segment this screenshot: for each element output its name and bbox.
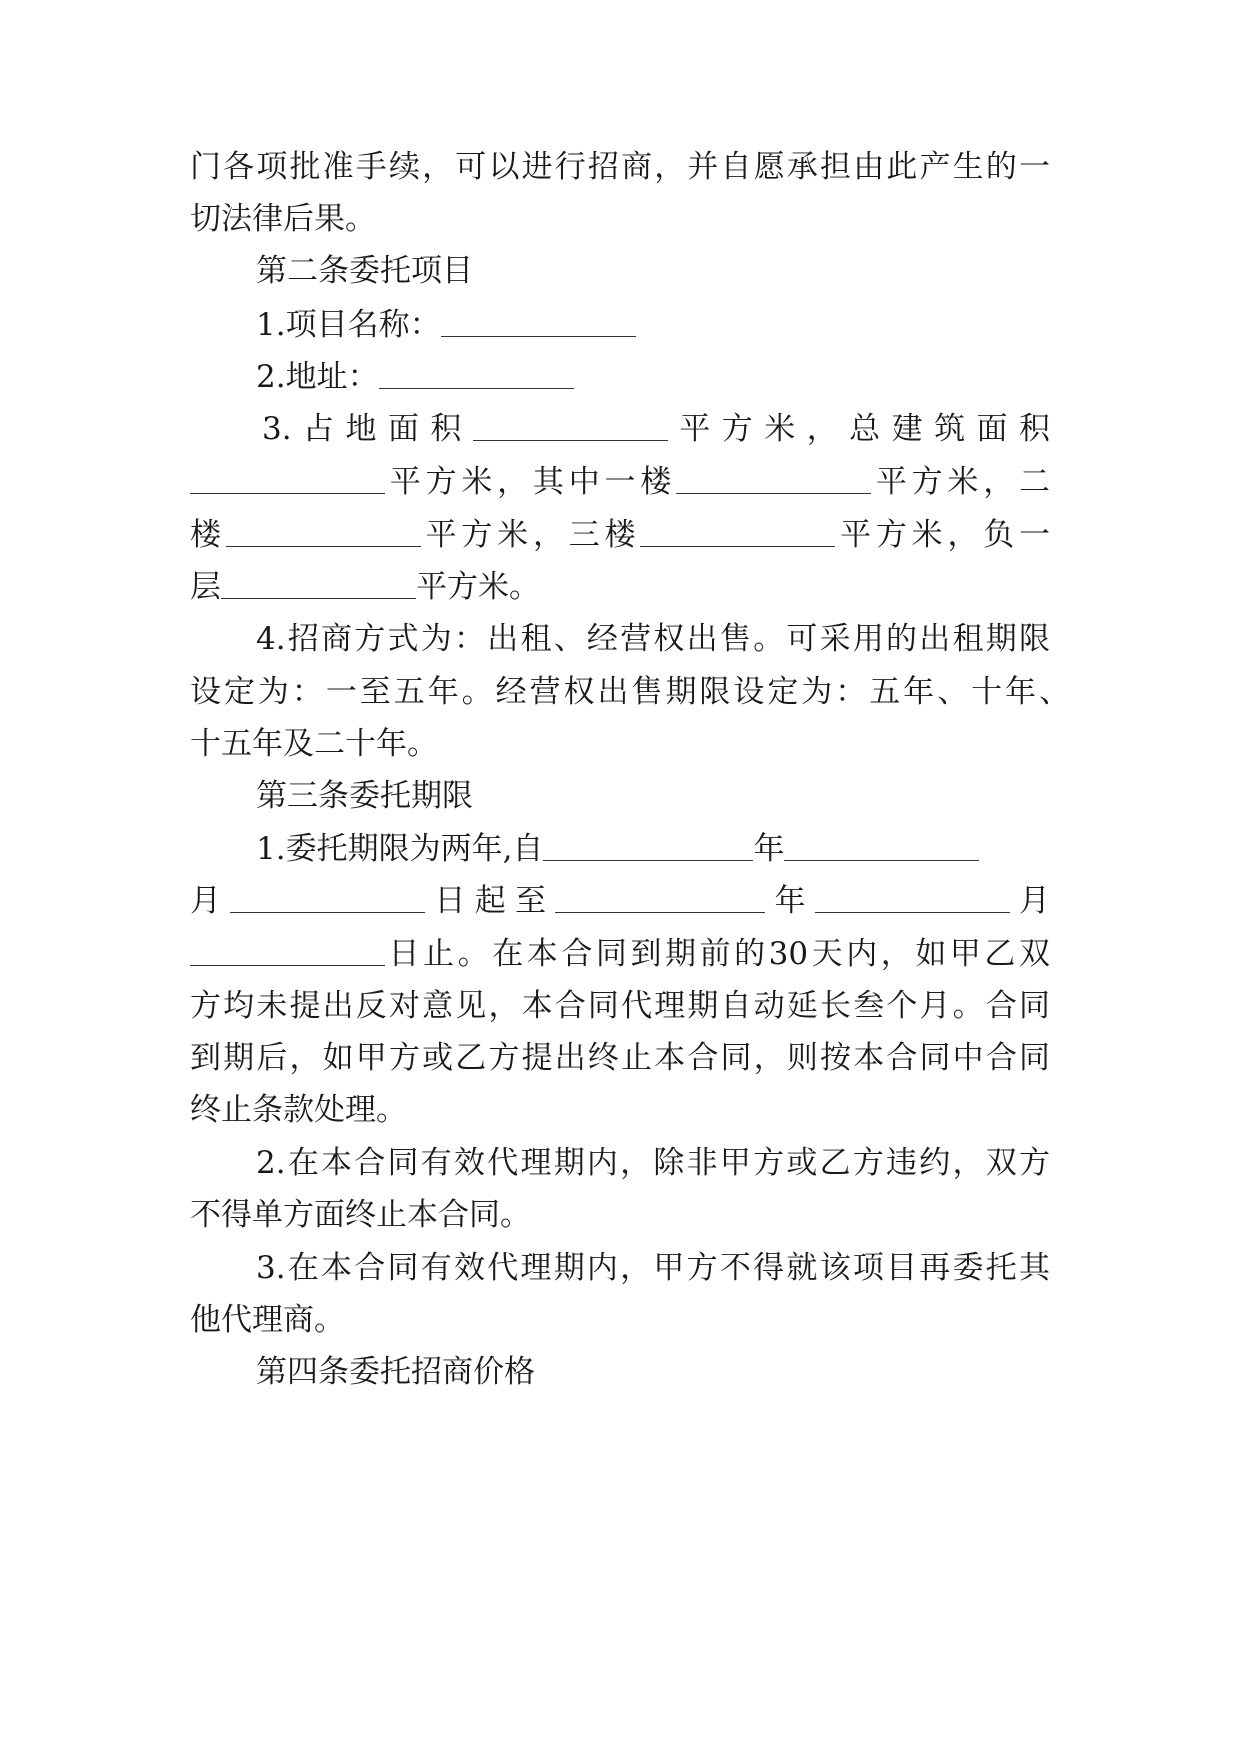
section-heading: 第三条委托期限 <box>256 778 473 814</box>
paragraph-line: 2.地址： <box>256 348 1050 406</box>
paragraph-line: 1.项目名称： <box>256 296 1050 354</box>
fill-blank <box>676 464 871 494</box>
paragraph-line: 4.招商方式为：出租、经营权出售。可采用的出租期限 <box>256 621 1050 657</box>
paragraph-line: 楼 平方米，三楼 平方米，负一 <box>190 517 1051 553</box>
paragraph-line: 方均未提出反对意见，本合同代理期自动延长叁个月。合同 <box>190 988 1050 1024</box>
paragraph-line: 月 日起至 年 月 <box>190 883 1050 919</box>
paragraph-line: 3.占地面积 平方米，总建筑面积 <box>262 411 1051 447</box>
fill-blank <box>190 464 385 494</box>
fill-blank <box>784 831 979 861</box>
fill-blank <box>221 569 416 599</box>
section-heading: 第四条委托招商价格 <box>256 1354 535 1390</box>
paragraph-line: 终止条款处理。 <box>190 1092 407 1128</box>
paragraph-line: 他代理商。 <box>190 1302 345 1338</box>
fill-blank <box>226 517 421 547</box>
fill-blank <box>473 411 668 441</box>
paragraph-line: 门各项批准手续，可以进行招商，并自愿承担由此产生的一 <box>190 149 1050 185</box>
fill-blank <box>441 307 636 337</box>
paragraph-line: 十五年及二十年。 <box>190 726 438 762</box>
paragraph-line: 日止。在本合同到期前的30天内，如甲乙双 <box>190 925 1050 983</box>
fill-blank <box>379 359 574 389</box>
paragraph-line: 1.委托期限为两年,自 年 <box>256 820 1050 878</box>
fill-blank <box>815 883 1010 913</box>
paragraph-line: 到期后，如甲方或乙方提出终止本合同，则按本合同中合同 <box>190 1040 1050 1076</box>
paragraph-line: 切法律后果。 <box>190 201 376 237</box>
section-heading: 第二条委托项目 <box>256 253 473 289</box>
paragraph-line: 平方米，其中一楼 平方米，二 <box>190 453 1050 511</box>
fill-blank <box>640 517 835 547</box>
paragraph-line: 3.在本合同有效代理期内，甲方不得就该项目再委托其 <box>256 1250 1050 1286</box>
paragraph-line: 2.在本合同有效代理期内，除非甲方或乙方违约，双方 <box>256 1145 1050 1181</box>
fill-blank <box>543 831 753 861</box>
fill-blank <box>190 936 385 966</box>
fill-blank <box>555 883 765 913</box>
paragraph-line: 层 平方米。 <box>190 569 540 605</box>
fill-blank <box>230 883 425 913</box>
paragraph-line: 设定为：一至五年。经营权出售期限设定为：五年、十年、 <box>190 674 1070 710</box>
paragraph-line: 不得单方面终止本合同。 <box>190 1197 531 1233</box>
